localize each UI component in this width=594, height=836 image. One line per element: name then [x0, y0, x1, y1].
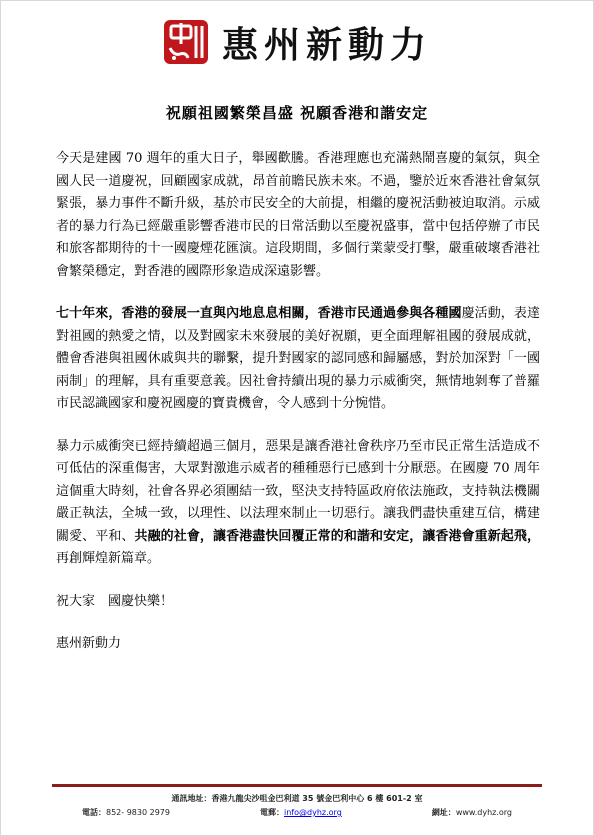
footer-phone [82, 806, 170, 820]
paragraph-1: 今天是建國 70 週年的重大日子，舉國歡騰。香港理應也充滿熱鬧喜慶的氣氛，與全國人民一道慶祝，回顧國家成就，昂首前瞻民族未來。不過，鑒於近來香港社會氣氛緊張，暴力事件不斷升級，基於市民安全的大前提，相繼的慶祝活動被迫取消。示威者的暴力行為已經嚴重影響香港市民的日常活動以至慶祝盛事，當中包括停辦了市民和旅客都期待的十一國慶煙花匯演。這段期間，多個行業蒙受打擊，嚴重破壞香港社會繁榮穩定，對香港的國際形象造成深遠影響。 [56, 151, 540, 279]
email-label: 電郵： [260, 808, 285, 817]
footer-contacts [52, 806, 542, 820]
footer-email [260, 806, 342, 820]
paragraph-3-end: 再創輝煌新篇章。 [56, 551, 161, 566]
letterhead [0, 14, 594, 70]
address-label: 通訊地址： [171, 794, 212, 803]
letter-body [56, 148, 540, 676]
web-value: www.dyhz.org [455, 808, 512, 817]
footer [52, 792, 542, 820]
paragraph-3 [56, 436, 540, 571]
footer-divider [52, 784, 542, 787]
document-title: 祝願祖國繁榮昌盛 祝願香港和諧安定 [165, 104, 429, 122]
paragraph-3-text: 暴力示威衝突已經持續超過三個月，惡果是讓香港社會秩序乃至市民正常生活造成不可低估的深重傷害，大眾對激進示威者的種種惡行已感到十分厭惡。在國慶 70 周年這個重大時刻，社會各界必須團結一致，堅決支持特區政府依法施政，支持執法機關嚴正執法，全城一致，以理性、以法理來制止一切惡行。讓我們盡快重建互信，構建關愛、平和、 [56, 438, 540, 544]
phone-label: 電話： [82, 808, 106, 817]
paragraph-3-bold: 共融的社會，讓香港盡快回覆正常的和諧和安定，讓香港會重新起飛， [134, 528, 540, 544]
footer-address [52, 792, 542, 806]
address-value: 香港九龍尖沙咀金巴利道 35 號金巴利中心 6 樓 601-2 室 [211, 794, 423, 803]
paragraph-2 [56, 303, 540, 416]
web-label: 網址： [431, 808, 456, 817]
signature: 惠州新動力 [56, 636, 122, 651]
phone-value: 852- 9830 2979 [106, 808, 170, 817]
paragraph-2-text: 慶活動，表達對祖國的熱愛之情，以及對國家未來發展的美好祝願，更全面理解祖國的發展成就，體會香港與祖國休戚與共的聯繫，提升對國家的認同感和歸屬感，對於加深對「一國兩制」的理解，具有重要意義。因社會持續出現的暴力示威衝突，無情地剝奪了普羅市民認識國家和慶祝國慶的寶貴機會，令人感到十分惋惜。 [56, 306, 540, 411]
email-link[interactable]: info@dyhz.org [284, 808, 342, 817]
organization-name: 惠州新動力 [221, 24, 432, 66]
paragraph-2-bold: 七十年來，香港的發展一直與內地息息相關，香港市民通過參與各種國 [56, 306, 462, 321]
footer-website [432, 806, 512, 820]
red-seal-logo-icon [162, 18, 210, 66]
greeting: 祝大家 國慶快樂！ [56, 593, 174, 609]
